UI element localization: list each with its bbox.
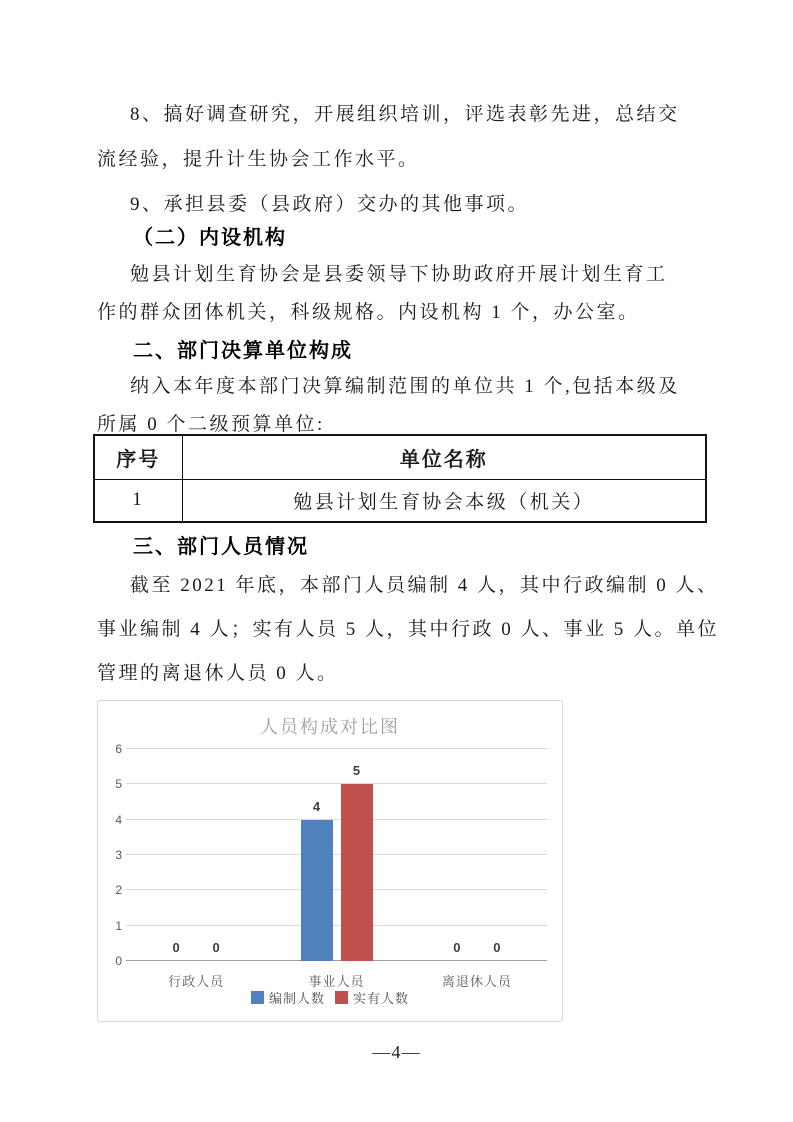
legend-label: 实有人数: [353, 991, 410, 1006]
legend-label: 编制人数: [268, 991, 325, 1006]
text-line: 勉县计划生育协会是县委领导下协助政府开展计划生育工: [130, 264, 668, 285]
legend-swatch-icon: [335, 991, 348, 1004]
chart-plot: [115, 742, 547, 989]
x-axis-line: [126, 960, 547, 961]
y-axis-tick-label: 1: [115, 918, 122, 933]
y-axis-tick-label: 2: [115, 883, 122, 898]
table-header-row: [94, 435, 706, 479]
page-number: —4—: [372, 1042, 421, 1062]
gridline: [126, 819, 547, 820]
bar-value-label: 0: [453, 940, 461, 955]
x-axis-category-label: 事业人员: [308, 974, 365, 989]
paragraph-internal-org: [97, 256, 707, 332]
table-body: [94, 479, 706, 522]
heading-personnel: 三、部门人员情况: [133, 536, 309, 558]
y-axis-tick-label: 3: [115, 848, 122, 862]
bar-value-label: 5: [352, 763, 361, 779]
table-header-seq: 序号: [94, 435, 182, 479]
text-line: 作的群众团体机关，科级规格。内设机构 1 个，办公室。: [97, 302, 640, 323]
x-axis-category-label: 行政人员: [168, 974, 225, 989]
bar-value-label: 0: [493, 940, 501, 955]
table-cell: 勉县计划生育协会本级（机关）: [182, 479, 706, 522]
paragraph-personnel: [97, 564, 720, 696]
text-line: 纳入本年度本部门决算编制范围的单位共 1 个,包括本级及: [130, 376, 680, 397]
x-axis-category-label: 离退休人员: [441, 974, 512, 989]
legend-item-实有人数: [335, 988, 409, 1007]
unit-table: [93, 434, 707, 523]
paragraph-duty-8: [97, 92, 707, 182]
bar-value-label: 0: [212, 940, 220, 955]
y-axis-tick-label: 4: [115, 812, 122, 827]
chart-title: 人员构成对比图: [260, 717, 400, 737]
paragraph-unit-composition: [97, 368, 707, 444]
text-line: 流经验，提升计生协会工作水平。: [97, 149, 420, 170]
gridline: [126, 748, 547, 749]
gridline: [126, 783, 547, 784]
y-axis-tick-label: 5: [115, 777, 122, 792]
gridline: [126, 925, 547, 926]
bar-编制人数: [301, 820, 333, 961]
bar-value-label: 4: [312, 798, 321, 814]
table-row: [94, 479, 706, 522]
heading-internal-org: （二）内设机构: [133, 227, 287, 249]
y-axis-tick-label: 0: [115, 954, 122, 968]
gridline: [126, 889, 547, 890]
bar-实有人数: [341, 784, 373, 961]
text-line: 管理的离退休人员 0 人。: [97, 663, 339, 684]
text-line: 9、承担县委（县政府）交办的其他事项。: [130, 194, 530, 215]
text-line: 事业编制 4 人；实有人员 5 人，其中行政 0 人、事业 5 人。单位: [97, 619, 720, 640]
text-line: 8、搞好调查研究，开展组织培训，评选表彰先进，总结交: [130, 104, 680, 125]
personnel-bar-chart: [97, 700, 563, 1022]
chart-legend: [98, 988, 562, 1007]
table-header-unit-name: 单位名称: [182, 435, 706, 479]
text-line: 所属 0 个二级预算单位:: [97, 414, 325, 435]
legend-item-编制人数: [251, 988, 325, 1007]
text-line: 截至 2021 年底，本部门人员编制 4 人，其中行政编制 0 人、: [130, 575, 719, 596]
heading-unit-composition: 二、部门决算单位构成: [133, 340, 353, 362]
table-cell: 1: [94, 479, 182, 522]
bar-value-label: 0: [172, 940, 180, 955]
gridline: [126, 854, 547, 855]
y-axis-tick-label: 6: [115, 742, 122, 756]
legend-swatch-icon: [251, 991, 264, 1004]
